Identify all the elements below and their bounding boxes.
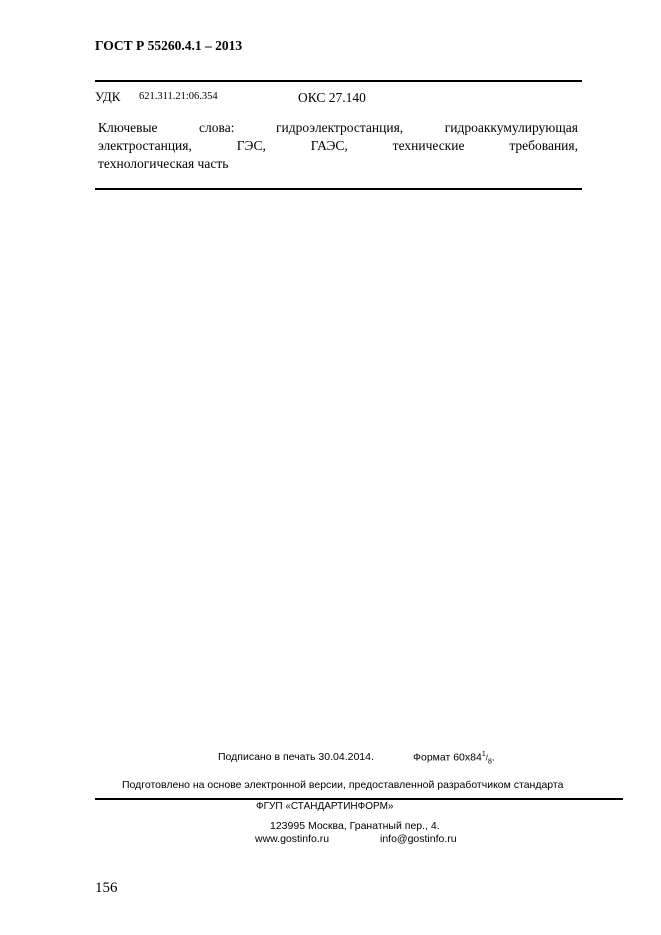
header-rule [95, 80, 582, 82]
prepared-note: Подготовлено на основе электронной версии, предоставленной разработчиком стандарта [122, 779, 564, 791]
signed-date: Подписано в печать 30.04.2014. [218, 751, 374, 763]
keywords-rule [95, 188, 582, 190]
keywords-block [98, 119, 578, 173]
keywords-line: Ключевые слова: гидроэлектростанция, гидроаккумулирующая [98, 120, 578, 135]
udk-label: УДК [95, 89, 121, 104]
publisher-name: ФГУП «СТАНДАРТИНФОРМ» [256, 801, 394, 812]
publisher-email: info@gostinfo.ru [380, 833, 457, 845]
page-number: 156 [95, 880, 118, 896]
document-header: ГОСТ Р 55260.4.1 – 2013 [95, 38, 243, 53]
keywords-line: технологическая часть [98, 156, 229, 171]
format-prefix: Формат 60x84 [413, 751, 482, 764]
udk-code: 621.311.21:06.354 [139, 91, 218, 102]
format-denominator: 8 [487, 758, 492, 766]
publisher-website: www.gostinfo.ru [255, 833, 330, 845]
keywords-line: электростанция, ГЭС, ГАЭС, технические требования, [98, 138, 578, 153]
oks-code: ОКС 27.140 [298, 90, 366, 105]
format-suffix: . [491, 751, 495, 764]
publisher-address: 123995 Москва, Гранатный пер., 4. [270, 820, 440, 832]
publisher-rule [95, 798, 623, 800]
format-numerator: 1 [481, 751, 486, 758]
paper-format: Формат $60x84^1/_8$. [413, 751, 495, 766]
